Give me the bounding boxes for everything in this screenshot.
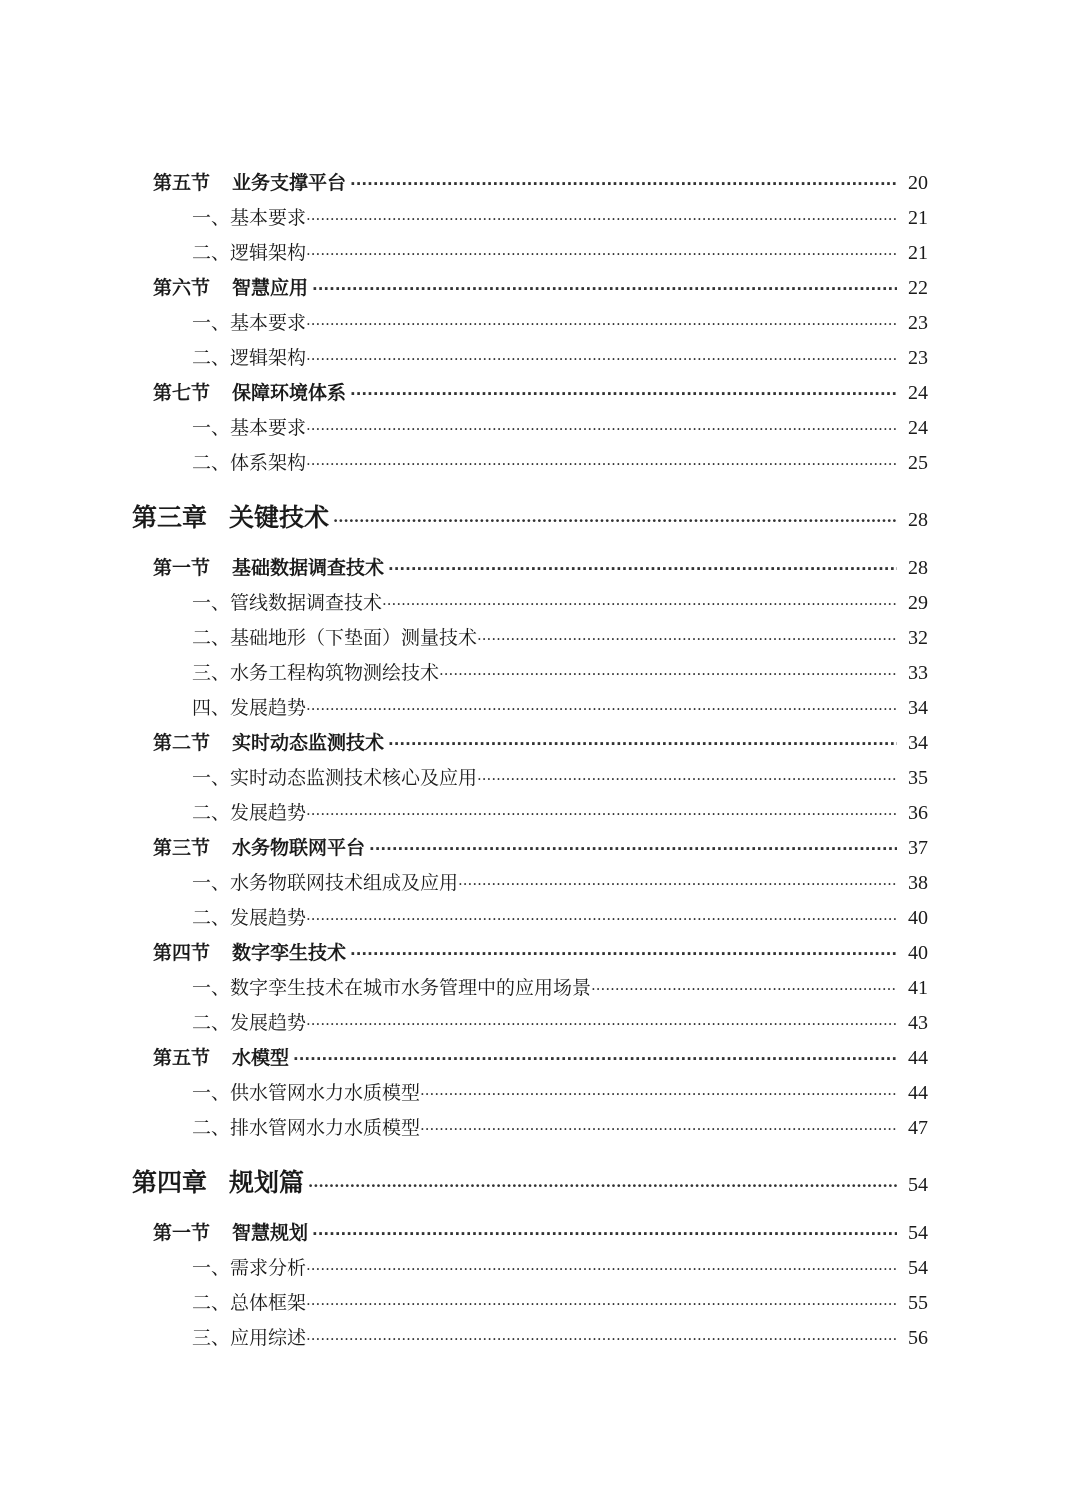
toc-entry-item[interactable] <box>192 1113 928 1140</box>
toc-entry-item[interactable] <box>192 693 928 720</box>
dot-leader <box>350 945 897 963</box>
toc-page-number: 36 <box>908 802 928 824</box>
toc-entry-text: 二、排水管网水力水质模型 <box>192 1117 421 1139</box>
toc-page-number: 25 <box>908 452 928 474</box>
toc-page-number: 34 <box>908 697 928 719</box>
toc-entry-number: 第二节 <box>153 732 211 754</box>
dot-leader <box>388 560 897 578</box>
dot-leader <box>306 1330 897 1348</box>
toc-entry-number: 第五节 <box>153 1047 211 1069</box>
toc-entry-text: 一、基本要求 <box>192 207 307 229</box>
toc-page-number: 40 <box>908 942 928 964</box>
toc-entry-item[interactable] <box>192 973 928 1000</box>
toc-page-number: 29 <box>908 592 928 614</box>
dot-leader <box>388 735 897 753</box>
toc-entry-title <box>153 728 384 755</box>
toc-entry-number: 第七节 <box>153 382 211 404</box>
toc-page-number: 54 <box>908 1222 928 1244</box>
toc-entry-item[interactable] <box>192 203 928 230</box>
toc-entry-section[interactable] <box>153 553 928 580</box>
toc-entry-text: 四、发展趋势 <box>192 697 307 719</box>
toc-entry-item[interactable] <box>192 1288 928 1315</box>
toc-entry-section[interactable] <box>153 728 928 755</box>
toc-entry-title <box>192 623 477 650</box>
toc-entry-text: 一、数字孪生技术在城市水务管理中的应用场景 <box>192 977 592 999</box>
toc-entry-title <box>192 343 306 370</box>
toc-page-number: 44 <box>908 1047 928 1069</box>
toc-entry-title <box>192 798 306 825</box>
toc-entry-text: 关键技术 <box>229 503 330 532</box>
toc-page-number: 43 <box>908 1012 928 1034</box>
toc-page-number: 54 <box>908 1174 928 1196</box>
toc-page-number: 34 <box>908 732 928 754</box>
toc-entry-number: 第四节 <box>153 942 211 964</box>
toc-entry-text: 实时动态监测技术 <box>232 732 385 754</box>
toc-page-number: 56 <box>908 1327 928 1349</box>
toc-entry-text: 三、水务工程构筑物测绘技术 <box>192 662 440 684</box>
toc-entry-text: 水模型 <box>232 1047 290 1069</box>
toc-page-number: 20 <box>908 172 928 194</box>
toc-entry-item[interactable] <box>192 238 928 265</box>
toc-page-number: 24 <box>908 382 928 404</box>
toc-entry-number: 第一节 <box>153 1222 211 1244</box>
toc-entry-number: 第五节 <box>153 172 211 194</box>
toc-entry-number: 第三节 <box>153 837 211 859</box>
dot-leader <box>591 980 897 998</box>
toc-entry-title <box>192 973 591 1000</box>
toc-entry-title <box>192 903 306 930</box>
toc-entry-text: 二、发展趋势 <box>192 907 307 929</box>
toc-entry-text: 一、基本要求 <box>192 312 307 334</box>
toc-entry-number: 第六节 <box>153 277 211 299</box>
dot-leader <box>306 910 897 928</box>
toc-entry-title <box>192 308 306 335</box>
toc-entry-text: 水务物联网平台 <box>232 837 366 859</box>
dot-leader <box>306 420 897 438</box>
toc-entry-text: 规划篇 <box>229 1168 305 1197</box>
dot-leader <box>477 770 897 788</box>
toc-entry-item[interactable] <box>192 308 928 335</box>
dot-leader <box>382 595 897 613</box>
toc-entry-text: 二、发展趋势 <box>192 802 307 824</box>
toc-entry-text: 三、应用综述 <box>192 1327 307 1349</box>
toc-entry-title <box>153 378 346 405</box>
toc-entry-number: 第三章 <box>132 503 208 532</box>
toc-entry-section[interactable] <box>153 378 928 405</box>
toc-entry-text: 数字孪生技术 <box>232 942 347 964</box>
toc-entry-title <box>153 168 346 195</box>
toc-page-number: 41 <box>908 977 928 999</box>
toc-page-number: 55 <box>908 1292 928 1314</box>
toc-entry-title <box>192 413 306 440</box>
toc-entry-item[interactable] <box>192 1078 928 1105</box>
dot-leader <box>312 280 897 298</box>
toc-entry-text: 一、需求分析 <box>192 1257 307 1279</box>
toc-entry-item[interactable] <box>192 868 928 895</box>
toc-entry-title <box>192 448 306 475</box>
toc-entry-item[interactable] <box>192 798 928 825</box>
toc-page-number: 35 <box>908 767 928 789</box>
toc-entry-section[interactable] <box>153 1218 928 1245</box>
toc-entry-number: 第四章 <box>132 1168 208 1197</box>
dot-leader <box>306 700 897 718</box>
dot-leader <box>477 630 897 648</box>
dot-leader <box>420 1120 897 1138</box>
dot-leader <box>306 805 897 823</box>
toc-entry-item[interactable] <box>192 1008 928 1035</box>
toc-entry-text: 一、基本要求 <box>192 417 307 439</box>
toc-entry-text: 业务支撑平台 <box>232 172 347 194</box>
toc-entry-item[interactable] <box>192 413 928 440</box>
toc-entry-title <box>153 938 346 965</box>
toc-entry-item[interactable] <box>192 588 928 615</box>
dot-leader <box>308 1177 897 1195</box>
toc-page-number: 33 <box>908 662 928 684</box>
dot-leader <box>369 840 897 858</box>
toc-page-number: 28 <box>908 509 928 531</box>
toc-entry-title <box>192 588 382 615</box>
toc-page-number: 21 <box>908 207 928 229</box>
toc-page-number: 47 <box>908 1117 928 1139</box>
toc-entry-title <box>192 1008 306 1035</box>
toc-page-number: 23 <box>908 312 928 334</box>
toc-entry-text: 智慧规划 <box>232 1222 309 1244</box>
toc-entry-item[interactable] <box>192 623 928 650</box>
toc-entry-title <box>192 693 306 720</box>
toc-entry-title <box>153 1218 308 1245</box>
toc-entry-text: 二、发展趋势 <box>192 1012 307 1034</box>
toc-page-number: 24 <box>908 417 928 439</box>
toc-entry-title <box>153 1043 289 1070</box>
toc-entry-title <box>153 833 365 860</box>
dot-leader <box>306 245 897 263</box>
toc-entry-text: 二、逻辑架构 <box>192 242 307 264</box>
toc-entry-title <box>153 273 308 300</box>
toc-entry-text: 一、管线数据调查技术 <box>192 592 383 614</box>
dot-leader <box>306 350 897 368</box>
toc-entry-item[interactable] <box>192 1253 928 1280</box>
toc-page-number: 22 <box>908 277 928 299</box>
toc-page-number: 38 <box>908 872 928 894</box>
toc-entry-item[interactable] <box>192 903 928 930</box>
toc-entry-item[interactable] <box>192 658 928 685</box>
toc-entry-title <box>192 1113 420 1140</box>
toc-entry-chapter[interactable] <box>132 498 928 534</box>
dot-leader <box>306 210 897 228</box>
toc-entry-title <box>132 498 329 534</box>
toc-entry-text: 智慧应用 <box>232 277 309 299</box>
toc-entry-title <box>192 1288 306 1315</box>
dot-leader <box>312 1225 897 1243</box>
toc-entry-section[interactable] <box>153 938 928 965</box>
dot-leader <box>306 1015 897 1033</box>
toc-page-number: 40 <box>908 907 928 929</box>
dot-leader <box>350 385 897 403</box>
dot-leader <box>420 1085 897 1103</box>
dot-leader <box>333 512 897 530</box>
toc-entry-section[interactable] <box>153 1043 928 1070</box>
dot-leader <box>350 175 897 193</box>
toc-page-number: 32 <box>908 627 928 649</box>
toc-page-number: 23 <box>908 347 928 369</box>
toc-entry-item[interactable] <box>192 1323 928 1350</box>
toc-entry-section[interactable] <box>153 168 928 195</box>
toc-entry-text: 二、体系架构 <box>192 452 307 474</box>
dot-leader <box>306 1295 897 1313</box>
toc-entry-number: 第一节 <box>153 557 211 579</box>
toc-entry-section[interactable] <box>153 833 928 860</box>
toc-entry-title <box>153 553 384 580</box>
toc-entry-text: 一、供水管网水力水质模型 <box>192 1082 421 1104</box>
dot-leader <box>458 875 897 893</box>
dot-leader <box>439 665 897 683</box>
toc-entry-title <box>192 868 458 895</box>
toc-entry-text: 一、水务物联网技术组成及应用 <box>192 872 459 894</box>
toc-entry-text: 保障环境体系 <box>232 382 347 404</box>
toc-entry-title <box>192 1078 420 1105</box>
toc-entry-chapter[interactable] <box>132 1163 928 1199</box>
toc-page-number: 21 <box>908 242 928 264</box>
toc-page-number: 28 <box>908 557 928 579</box>
toc-entry-item[interactable] <box>192 763 928 790</box>
toc-page-number: 44 <box>908 1082 928 1104</box>
dot-leader <box>306 1260 897 1278</box>
toc-entry-title <box>192 1323 306 1350</box>
toc-entry-title <box>192 763 477 790</box>
toc-entry-section[interactable] <box>153 273 928 300</box>
toc-entry-title <box>192 203 306 230</box>
dot-leader <box>293 1050 897 1068</box>
toc-entry-item[interactable] <box>192 448 928 475</box>
toc-entry-text: 基础数据调查技术 <box>232 557 385 579</box>
dot-leader <box>306 315 897 333</box>
toc-entry-item[interactable] <box>192 343 928 370</box>
toc-page-number: 37 <box>908 837 928 859</box>
toc-entry-title <box>132 1163 304 1199</box>
toc-entry-text: 一、实时动态监测技术核心及应用 <box>192 767 478 789</box>
toc-entry-title <box>192 658 439 685</box>
toc-entry-text: 二、总体框架 <box>192 1292 307 1314</box>
toc-entry-title <box>192 1253 306 1280</box>
toc-page-number: 54 <box>908 1257 928 1279</box>
dot-leader <box>306 455 897 473</box>
toc-entry-title <box>192 238 306 265</box>
toc-entry-text: 二、基础地形（下垫面）测量技术 <box>192 627 478 649</box>
toc-entry-text: 二、逻辑架构 <box>192 347 307 369</box>
